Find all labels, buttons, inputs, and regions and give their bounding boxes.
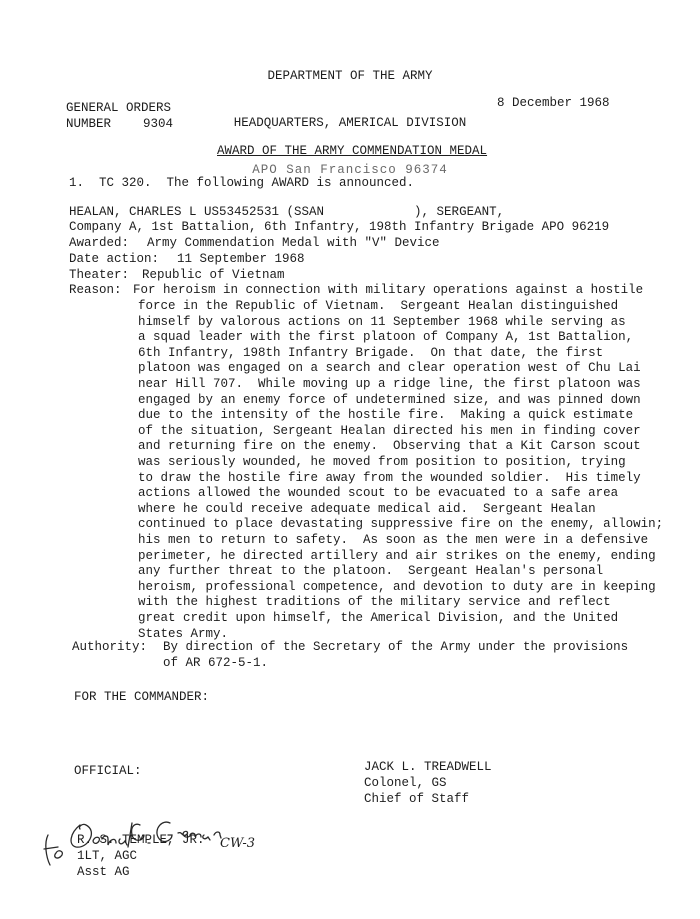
official-title: Asst AG bbox=[77, 865, 130, 879]
official-rank: 1LT, AGC bbox=[77, 849, 138, 863]
reason-line: near Hill 707. While moving up a ridge line, the first platoon was bbox=[138, 377, 641, 391]
reason-line: of the situation, Sergeant Healan directed his men in finding cover bbox=[138, 423, 641, 438]
signer-name: JACK L. TREADWELL bbox=[364, 760, 492, 774]
document-title: AWARD OF THE ARMY COMMENDATION MEDAL bbox=[217, 144, 488, 158]
header-headquarters: HEADQUARTERS, AMERICAL DIVISION bbox=[233, 115, 467, 130]
order-number: 9304 bbox=[143, 117, 174, 131]
reason-line: a squad leader with the first platoon of Company A, 1st Battalion, bbox=[138, 330, 634, 345]
reason-line: heroism, professional competence, and devotion to duty are in keeping bbox=[138, 579, 656, 594]
reason-line: great credit upon himself, the Americal Division, and the United bbox=[138, 611, 619, 625]
reason-line: himself by valorous actions on 11 September 1968 while serving as bbox=[138, 314, 626, 329]
reason-line: engaged by an enemy force of undetermined size, and was pinned down bbox=[138, 392, 641, 407]
reason-line: force in the Republic of Vietnam. Sergeant Healan distinguished bbox=[138, 299, 619, 313]
paragraph-1: 1. TC 320. The following AWARD is announced. bbox=[69, 176, 415, 190]
official-label: OFFICIAL: bbox=[74, 764, 142, 778]
reason-line: continued to place devastating suppressive fire on the enemy, allowin; bbox=[138, 517, 664, 532]
header-apo: APO San Francisco 96374 bbox=[252, 162, 448, 177]
number-label: NUMBER bbox=[66, 117, 112, 131]
order-date: 8 December 1968 bbox=[497, 96, 610, 110]
handwritten-cw3: CW-3 bbox=[220, 836, 256, 851]
for-the-commander: FOR THE COMMANDER: bbox=[74, 690, 210, 704]
reason-line: States Army. bbox=[138, 626, 229, 641]
reason-line: was seriously wounded, he moved from position to position, trying bbox=[138, 455, 626, 469]
authority-line-2: of AR 672-5-1. bbox=[163, 656, 269, 670]
reason-line: 6th Infantry, 198th Infantry Brigade. On that date, the first bbox=[138, 345, 604, 360]
date-action-value: 11 September 1968 bbox=[177, 252, 305, 266]
reason-line: to draw the hostile fire away from the wounded soldier. His timely bbox=[138, 470, 641, 485]
awarded-value: Army Commendation Medal with "V" Device bbox=[147, 236, 440, 250]
official-name: R. S. TEMPLE, JR. bbox=[77, 833, 205, 847]
reason-label: Reason: bbox=[69, 283, 122, 297]
authority-line-1: By direction of the Secretary of the Army under the provisions bbox=[163, 640, 629, 654]
reason-line: actions allowed the wounded scout to be evacuated to a safe area bbox=[138, 486, 619, 501]
reason-line: with the highest traditions of the military service and reflect bbox=[138, 595, 611, 610]
reason-line: due to the intensity of the hostile fire. Making a quick estimate bbox=[138, 408, 634, 423]
recipient-line-2: Company A, 1st Battalion, 6th Infantry, 198th Infantry Brigade APO 96219 bbox=[69, 220, 610, 234]
reason-line: and returning fire on the enemy. Observing that a Kit Carson scout bbox=[138, 439, 641, 454]
reason-line: platoon was engaged on a search and clear operation west of Chu Lai bbox=[138, 361, 641, 376]
theater-value: Republic of Vietnam bbox=[142, 268, 285, 282]
theater-label: Theater: bbox=[69, 268, 130, 282]
general-orders-label: GENERAL ORDERS bbox=[66, 101, 172, 115]
recipient-line-1: HEALAN, CHARLES L US53452531 (SSAN ), SERGEANT, bbox=[69, 205, 505, 219]
signer-rank: Colonel, GS bbox=[364, 776, 447, 790]
reason-first-line: For heroism in connection with military operations against a hostile bbox=[133, 283, 644, 297]
signer-title: Chief of Staff bbox=[364, 792, 470, 806]
awarded-label: Awarded: bbox=[69, 236, 130, 250]
reason-line: where he could receive adequate medical aid. Sergeant Healan bbox=[138, 501, 596, 516]
header-department: DEPARTMENT OF THE ARMY bbox=[267, 69, 433, 84]
authority-label: Authority: bbox=[72, 640, 148, 654]
reason-line: any further threat to the platoon. Sergeant Healan's personal bbox=[138, 564, 604, 579]
date-action-label: Date action: bbox=[69, 252, 160, 266]
reason-line: his men to return to safety. As soon as the men were in a defensive bbox=[138, 533, 649, 547]
reason-line: perimeter, he directed artillery and air strikes on the enemy, ending bbox=[138, 548, 656, 563]
